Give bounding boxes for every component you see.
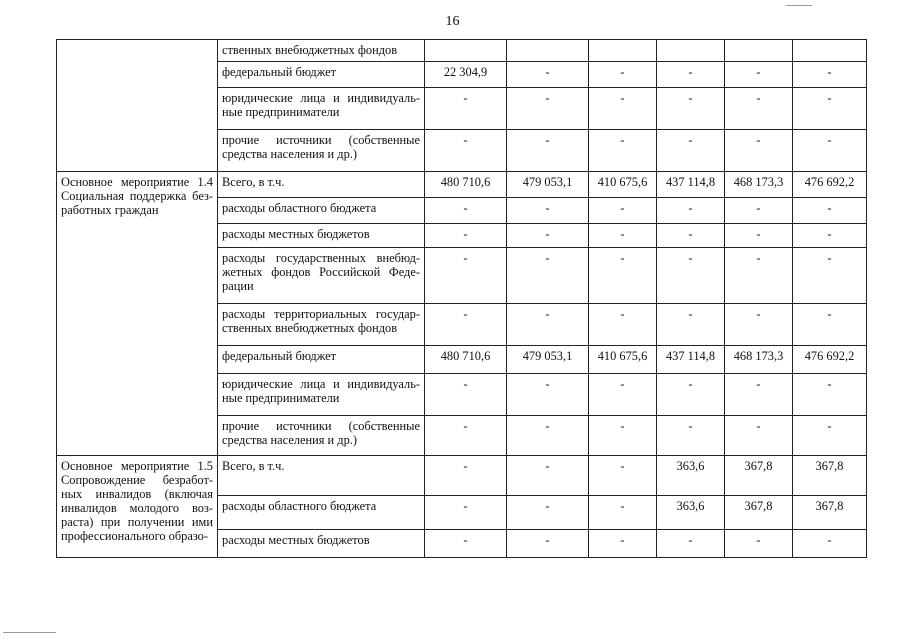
value-cell: - (793, 248, 867, 304)
value-cell: - (507, 248, 589, 304)
event-name-cell (57, 40, 218, 172)
value-cell: 480 710,6 (425, 346, 507, 374)
value-cell: - (425, 530, 507, 558)
value-cell: - (725, 130, 793, 172)
value-cell: 437 114,8 (657, 346, 725, 374)
value-cell: - (657, 224, 725, 248)
value-cell: - (589, 530, 657, 558)
value-cell: - (589, 62, 657, 88)
value-cell: - (507, 198, 589, 224)
funding-source-cell: расходы местных бюджетов (218, 224, 425, 248)
value-cell: 468 173,3 (725, 346, 793, 374)
value-cell (425, 40, 507, 62)
value-cell: - (657, 62, 725, 88)
value-cell: - (725, 416, 793, 456)
value-cell: - (793, 198, 867, 224)
funding-source-cell: Всего, в т.ч. (218, 456, 425, 496)
value-cell: - (793, 88, 867, 130)
funding-source-cell: Всего, в т.ч. (218, 172, 425, 198)
value-cell: - (793, 374, 867, 416)
value-cell: - (425, 496, 507, 530)
table-row (57, 40, 867, 62)
funding-source-cell: юридические лица и индивидуаль-ные предприниматели (218, 88, 425, 130)
value-cell: - (657, 530, 725, 558)
value-cell: - (507, 416, 589, 456)
value-cell (589, 40, 657, 62)
funding-source-cell: расходы местных бюджетов (218, 530, 425, 558)
funding-source-cell: ственных внебюджетных фондов (218, 40, 425, 62)
value-cell: - (725, 88, 793, 130)
event-name-cell: Основное мероприятие 1.5 Сопровождение безработ-ных инвалидов (включая инвалидов молодого воз-раста) при получении ими профессионального образо- (57, 456, 218, 558)
top-rule (786, 5, 812, 6)
value-cell: - (725, 304, 793, 346)
value-cell: - (507, 304, 589, 346)
funding-source-cell: прочие источники (собственные средства населения и др.) (218, 130, 425, 172)
value-cell: - (507, 88, 589, 130)
funding-source-cell: расходы областного бюджета (218, 198, 425, 224)
value-cell: 476 692,2 (793, 346, 867, 374)
value-cell (725, 40, 793, 62)
value-cell: - (507, 456, 589, 496)
value-cell: - (725, 530, 793, 558)
value-cell: - (793, 530, 867, 558)
value-cell: - (425, 416, 507, 456)
page-number: 16 (445, 14, 460, 29)
value-cell: - (589, 198, 657, 224)
value-cell: - (425, 248, 507, 304)
value-cell: 479 053,1 (507, 346, 589, 374)
value-cell: - (589, 248, 657, 304)
funding-source-cell: расходы областного бюджета (218, 496, 425, 530)
value-cell: - (725, 374, 793, 416)
value-cell (507, 40, 589, 62)
value-cell: - (507, 374, 589, 416)
value-cell: 363,6 (657, 496, 725, 530)
value-cell: - (425, 130, 507, 172)
value-cell: - (425, 88, 507, 130)
value-cell: - (507, 224, 589, 248)
value-cell: - (725, 224, 793, 248)
value-cell: - (589, 88, 657, 130)
value-cell: - (725, 62, 793, 88)
value-cell: 410 675,6 (589, 172, 657, 198)
value-cell: - (657, 248, 725, 304)
value-cell: - (589, 304, 657, 346)
value-cell: - (725, 248, 793, 304)
value-cell: 363,6 (657, 456, 725, 496)
value-cell: 479 053,1 (507, 172, 589, 198)
funding-source-cell: федеральный бюджет (218, 346, 425, 374)
value-cell: 480 710,6 (425, 172, 507, 198)
funding-source-cell: юридические лица и индивидуаль-ные предприниматели (218, 374, 425, 416)
value-cell: - (657, 88, 725, 130)
value-cell: - (657, 304, 725, 346)
event-name-cell: Основное мероприятие 1.4 Социальная поддержка без-работных граждан (57, 172, 218, 456)
value-cell: - (425, 198, 507, 224)
value-cell: 22 304,9 (425, 62, 507, 88)
value-cell: - (425, 374, 507, 416)
table-row (57, 456, 867, 496)
value-cell: - (589, 416, 657, 456)
value-cell: 468 173,3 (725, 172, 793, 198)
value-cell (657, 40, 725, 62)
value-cell: - (589, 496, 657, 530)
value-cell: - (507, 130, 589, 172)
value-cell: 367,8 (793, 456, 867, 496)
value-cell: - (725, 198, 793, 224)
value-cell: 476 692,2 (793, 172, 867, 198)
value-cell: - (657, 374, 725, 416)
value-cell: 367,8 (725, 456, 793, 496)
value-cell: - (589, 224, 657, 248)
table-row (57, 172, 867, 198)
value-cell: - (589, 130, 657, 172)
value-cell: 367,8 (793, 496, 867, 530)
value-cell: - (793, 224, 867, 248)
bottom-rule (3, 632, 56, 633)
value-cell: - (793, 304, 867, 346)
funding-source-cell: расходы государственных внебюд-жетных фондов Российской Феде-рации (218, 248, 425, 304)
funding-source-cell: расходы территориальных государ-ственных внебюджетных фондов (218, 304, 425, 346)
value-cell: - (657, 198, 725, 224)
financing-table (56, 39, 867, 558)
funding-source-cell: федеральный бюджет (218, 62, 425, 88)
value-cell: - (793, 62, 867, 88)
value-cell: - (425, 304, 507, 346)
funding-source-cell: прочие источники (собственные средства населения и др.) (218, 416, 425, 456)
value-cell: - (793, 416, 867, 456)
value-cell: - (507, 530, 589, 558)
value-cell (793, 40, 867, 62)
value-cell: - (425, 456, 507, 496)
value-cell: - (425, 224, 507, 248)
value-cell: - (507, 62, 589, 88)
value-cell: - (589, 374, 657, 416)
value-cell: - (589, 456, 657, 496)
value-cell: - (657, 416, 725, 456)
value-cell: 410 675,6 (589, 346, 657, 374)
value-cell: 437 114,8 (657, 172, 725, 198)
value-cell: - (657, 130, 725, 172)
value-cell: 367,8 (725, 496, 793, 530)
value-cell: - (507, 496, 589, 530)
value-cell: - (793, 130, 867, 172)
